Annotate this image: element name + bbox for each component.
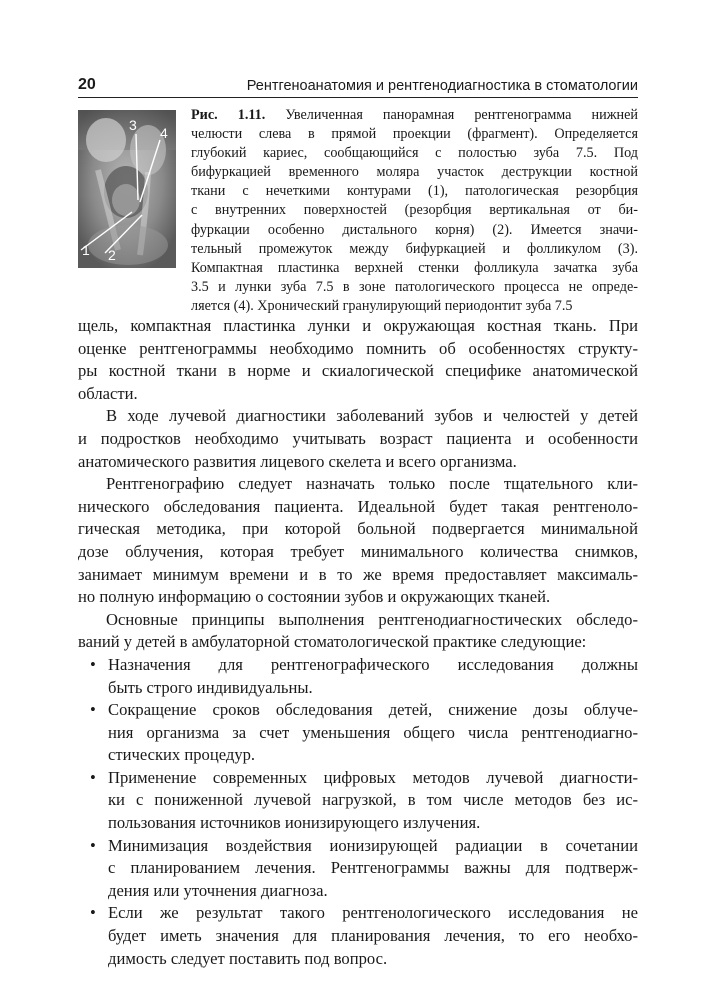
bullet-item [78,699,638,767]
text-line: Рентгенографию следует назначать только после тщательного кли- [106,474,638,494]
paragraph [78,609,638,654]
caption-line: Компактная пластинка верхней стенки фолликула зачатка зуба [191,259,638,276]
caption-line: 3.5 и лунки зуба 7.5 в зоне патологического процесса не опреде- [191,278,638,295]
caption-line: бифуркацией временного моляра участок деструкции костной [191,164,638,181]
figure-label-3: 3 [129,117,137,133]
text-line: дозе облучения, которая требует минимального количества снимков, [78,541,638,561]
running-title: Рентгеноанатомия и рентгенодиагностика в стоматологии [246,78,638,94]
caption-line: с внутренних поверхностей (резорбция вертикальная от би- [191,202,638,219]
text-line [78,835,638,858]
text-line: Основные принципы выполнения рентгенодиагностических обследо- [106,609,638,629]
text-line: ваний у детей в амбулаторной стоматологической практике следующие: [78,632,587,652]
text-line: пользования источников ионизирующего излучения. [108,813,481,833]
text-line: стических процедур. [108,745,256,765]
bullet-item [78,767,638,835]
bullet-marker: • [90,700,96,720]
text-line: гическая методика, при которой больной подвергается минимальной [78,519,638,539]
bullet-marker: • [90,767,96,787]
caption-line: ткани с нечеткими контурами (1), патологическая резорбция [191,183,638,200]
text-line: нического обследования пациента. Идеальной будет такая рентгеноло- [78,496,638,516]
text-line [78,767,638,790]
bullet-item [78,654,638,699]
caption-text: Увеличенная панорамная рентгенограмма нижней [285,107,639,123]
bullet-marker: • [90,654,96,674]
figure-label-4: 4 [160,125,168,141]
bullet-text: Применение современных цифровых методов лучевой диагности- [108,767,638,787]
bullet-text: Сокращение сроков обследования детей, снижение дозы облуче- [108,700,638,720]
bullet-text: Минимизация воздействия ионизирующей радиации в сочетании [108,835,638,855]
text-line: ры костной ткани в норме и скиалогической специфике анатомической [78,361,638,381]
figure-caption [191,106,638,316]
caption-line: фуркации особенно дистального корня) (2). Имеется значи- [191,221,638,238]
figure-label-2: 2 [108,247,116,263]
text-line: быть строго индивидуальны. [108,677,313,697]
text-line: ния организма за счет уменьшения общего числа рентгенодиагно- [108,722,638,742]
text-line: с планированием лечения. Рентгенограммы важны для подтверж- [108,858,638,878]
xray-figure [78,110,176,268]
bullet-list [78,654,638,970]
bullet-text: Назначения для рентгенографического исследования должны [108,654,638,674]
body-text [78,315,638,970]
text-line [78,902,638,925]
text-line [78,654,638,677]
bullet-item [78,835,638,903]
text-line: анатомического развития лицевого скелета и всего организма. [78,451,517,471]
text-line: но полную информацию о состоянии зубов и окружающих тканей. [78,587,551,607]
paragraph [78,473,638,609]
bullet-marker: • [90,835,96,855]
bullet-marker: • [90,903,96,923]
bullet-text: Если же результат такого рентгенологического исследования не [108,903,638,923]
text-line [78,699,638,722]
caption-line: глубокий кариес, сообщающийся с полостью зуба 7.5. Под [191,145,638,162]
page-number: 20 [78,76,96,93]
caption-label: Рис. 1.11. [191,107,266,123]
text-line: В ходе лучевой диагностики заболеваний зубов и челюстей у детей [106,406,638,426]
text-line: дения или уточнения диагноза. [108,880,328,900]
page-header [78,68,638,98]
bullet-item [78,902,638,970]
caption-line: челюсти слева в прямой проекции (фрагмент). Определяется [191,126,638,143]
text-line: занимает минимум времени и в то же время предоставляет максималь- [78,564,638,584]
text-line: щель, компактная пластинка лунки и окружающая костная ткань. При [78,316,638,335]
paragraph [78,315,638,405]
text-line: димость следует поставить под вопрос. [108,948,388,968]
text-line: и подростков необходимо учитывать возраст пациента и особенности [78,428,638,448]
paragraph [78,405,638,473]
figure-label-1: 1 [82,242,90,258]
caption-line [191,106,638,125]
xray-image [78,110,176,268]
text-line: ки с пониженной лучевой нагрузкой, в том числе методов без ис- [108,790,638,810]
caption-line: тельный промежуток между бифуркацией и фолликулом (3). [191,240,638,257]
caption-line: ляется (4). Хронический гранулирующий периодонтит зуба 7.5 [191,297,573,314]
text-line: оценке рентгенограммы необходимо помнить об особенностях структу- [78,338,638,358]
text-line: области. [78,383,138,403]
text-line: будет иметь значения для планирования лечения, то его необхо- [108,926,638,946]
